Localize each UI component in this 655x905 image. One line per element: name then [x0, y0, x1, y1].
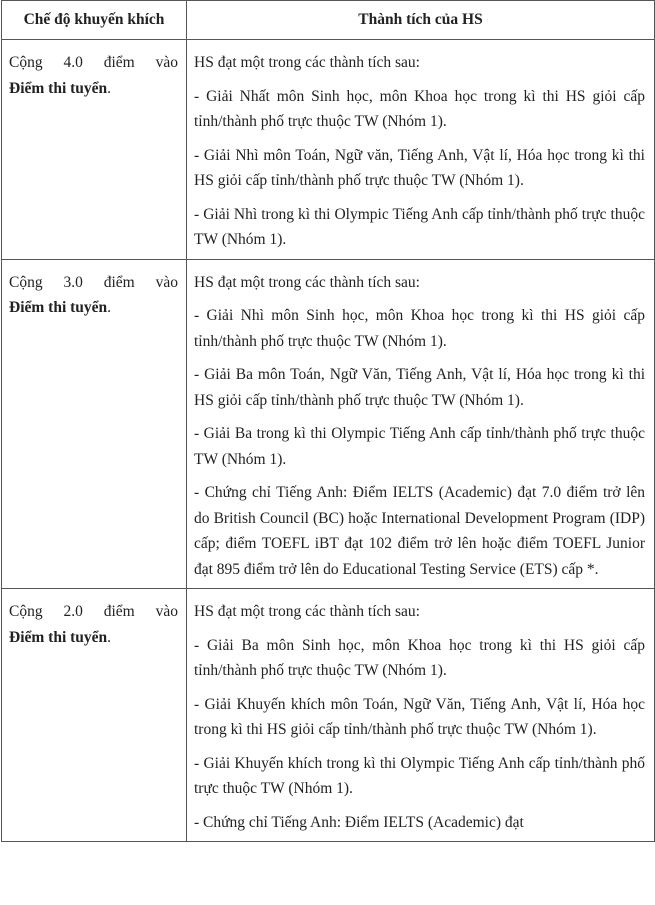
achievement-cell [187, 40, 655, 260]
bonus-prefix: Cộng 2.0 điểm vào [9, 603, 178, 620]
header-achievement: Thành tích của HS [187, 1, 655, 40]
bonus-target: Điểm thi tuyển [9, 79, 108, 97]
header-incentive: Chế độ khuyến khích [2, 1, 187, 40]
achievement-item: - Giải Khuyến khích môn Toán, Ngữ Văn, Tiếng Anh, Vật lí, Hóa học trong kì thi HS giỏi cấp tỉnh/thành phố trực thuộc TW (Nhóm 1). [194, 695, 645, 738]
bonus-target: Điểm thi tuyển [9, 628, 108, 646]
achievement-intro: HS đạt một trong các thành tích sau: [194, 603, 420, 620]
table-body [2, 40, 655, 842]
achievement-item: - Chứng chỉ Tiếng Anh: Điểm IELTS (Academic) đạt 7.0 điểm trở lên do British Council (BC) hoặc International Development Program (IDP) cấp; điểm TOEFL iBT đạt 102 điểm trở lên hoặc điểm TOEFL Junior đạt 895 điểm trở lên do Educational Testing Service (ETS) cấp *. [194, 484, 645, 578]
achievement-item: - Giải Nhì môn Sinh học, môn Khoa học trong kì thi HS giỏi cấp tỉnh/thành phố trực thuộc TW (Nhóm 1). [194, 307, 645, 350]
incentive-table [1, 0, 655, 842]
bonus-prefix: Cộng 3.0 điểm vào [9, 273, 178, 291]
bonus-prefix: Cộng 4.0 điểm vào [9, 54, 178, 71]
table-header-row [2, 1, 655, 40]
achievement-item: - Giải Ba trong kì thi Olympic Tiếng Anh cấp tỉnh/thành phố trực thuộc TW (Nhóm 1). [194, 425, 645, 468]
achievement-item: - Giải Ba môn Sinh học, môn Khoa học trong kì thi HS giỏi cấp tỉnh/thành phố trực thuộc TW (Nhóm 1). [194, 636, 645, 679]
table-row [2, 589, 655, 842]
incentive-cell: Cộng 2.0 điểm vào Điểm thi tuyển. [2, 589, 187, 842]
achievement-item: - Chứng chỉ Tiếng Anh: Điểm IELTS (Academic) đạt [194, 813, 524, 831]
table-row [2, 40, 655, 260]
achievement-intro: HS đạt một trong các thành tích sau: [194, 273, 420, 291]
achievement-item: - Giải Nhì trong kì thi Olympic Tiếng Anh cấp tỉnh/thành phố trực thuộc TW (Nhóm 1). [194, 205, 645, 248]
incentive-cell: Cộng 4.0 điểm vào Điểm thi tuyển. [2, 40, 187, 260]
achievement-item: - Giải Nhất môn Sinh học, môn Khoa học trong kì thi HS giỏi cấp tỉnh/thành phố trực thuộc TW (Nhóm 1). [194, 87, 645, 130]
achievement-cell [187, 589, 655, 842]
achievement-item: - Giải Ba môn Toán, Ngữ Văn, Tiếng Anh, Vật lí, Hóa học trong kì thi HS giỏi cấp tỉnh/thành phố trực thuộc TW (Nhóm 1). [194, 366, 645, 409]
table-row [2, 259, 655, 589]
bonus-target: Điểm thi tuyển [9, 299, 108, 316]
achievement-item: - Giải Khuyến khích trong kì thi Olympic Tiếng Anh cấp tỉnh/thành phố trực thuộc TW (Nhóm 1). [194, 754, 645, 797]
achievement-intro: HS đạt một trong các thành tích sau: [194, 54, 420, 71]
achievement-cell [187, 259, 655, 589]
achievement-item: - Giải Nhì môn Toán, Ngữ văn, Tiếng Anh, Vật lí, Hóa học trong kì thi HS giỏi cấp tỉnh/thành phố trực thuộc TW (Nhóm 1). [194, 146, 645, 189]
incentive-cell: Cộng 3.0 điểm vào Điểm thi tuyển. [2, 259, 187, 589]
